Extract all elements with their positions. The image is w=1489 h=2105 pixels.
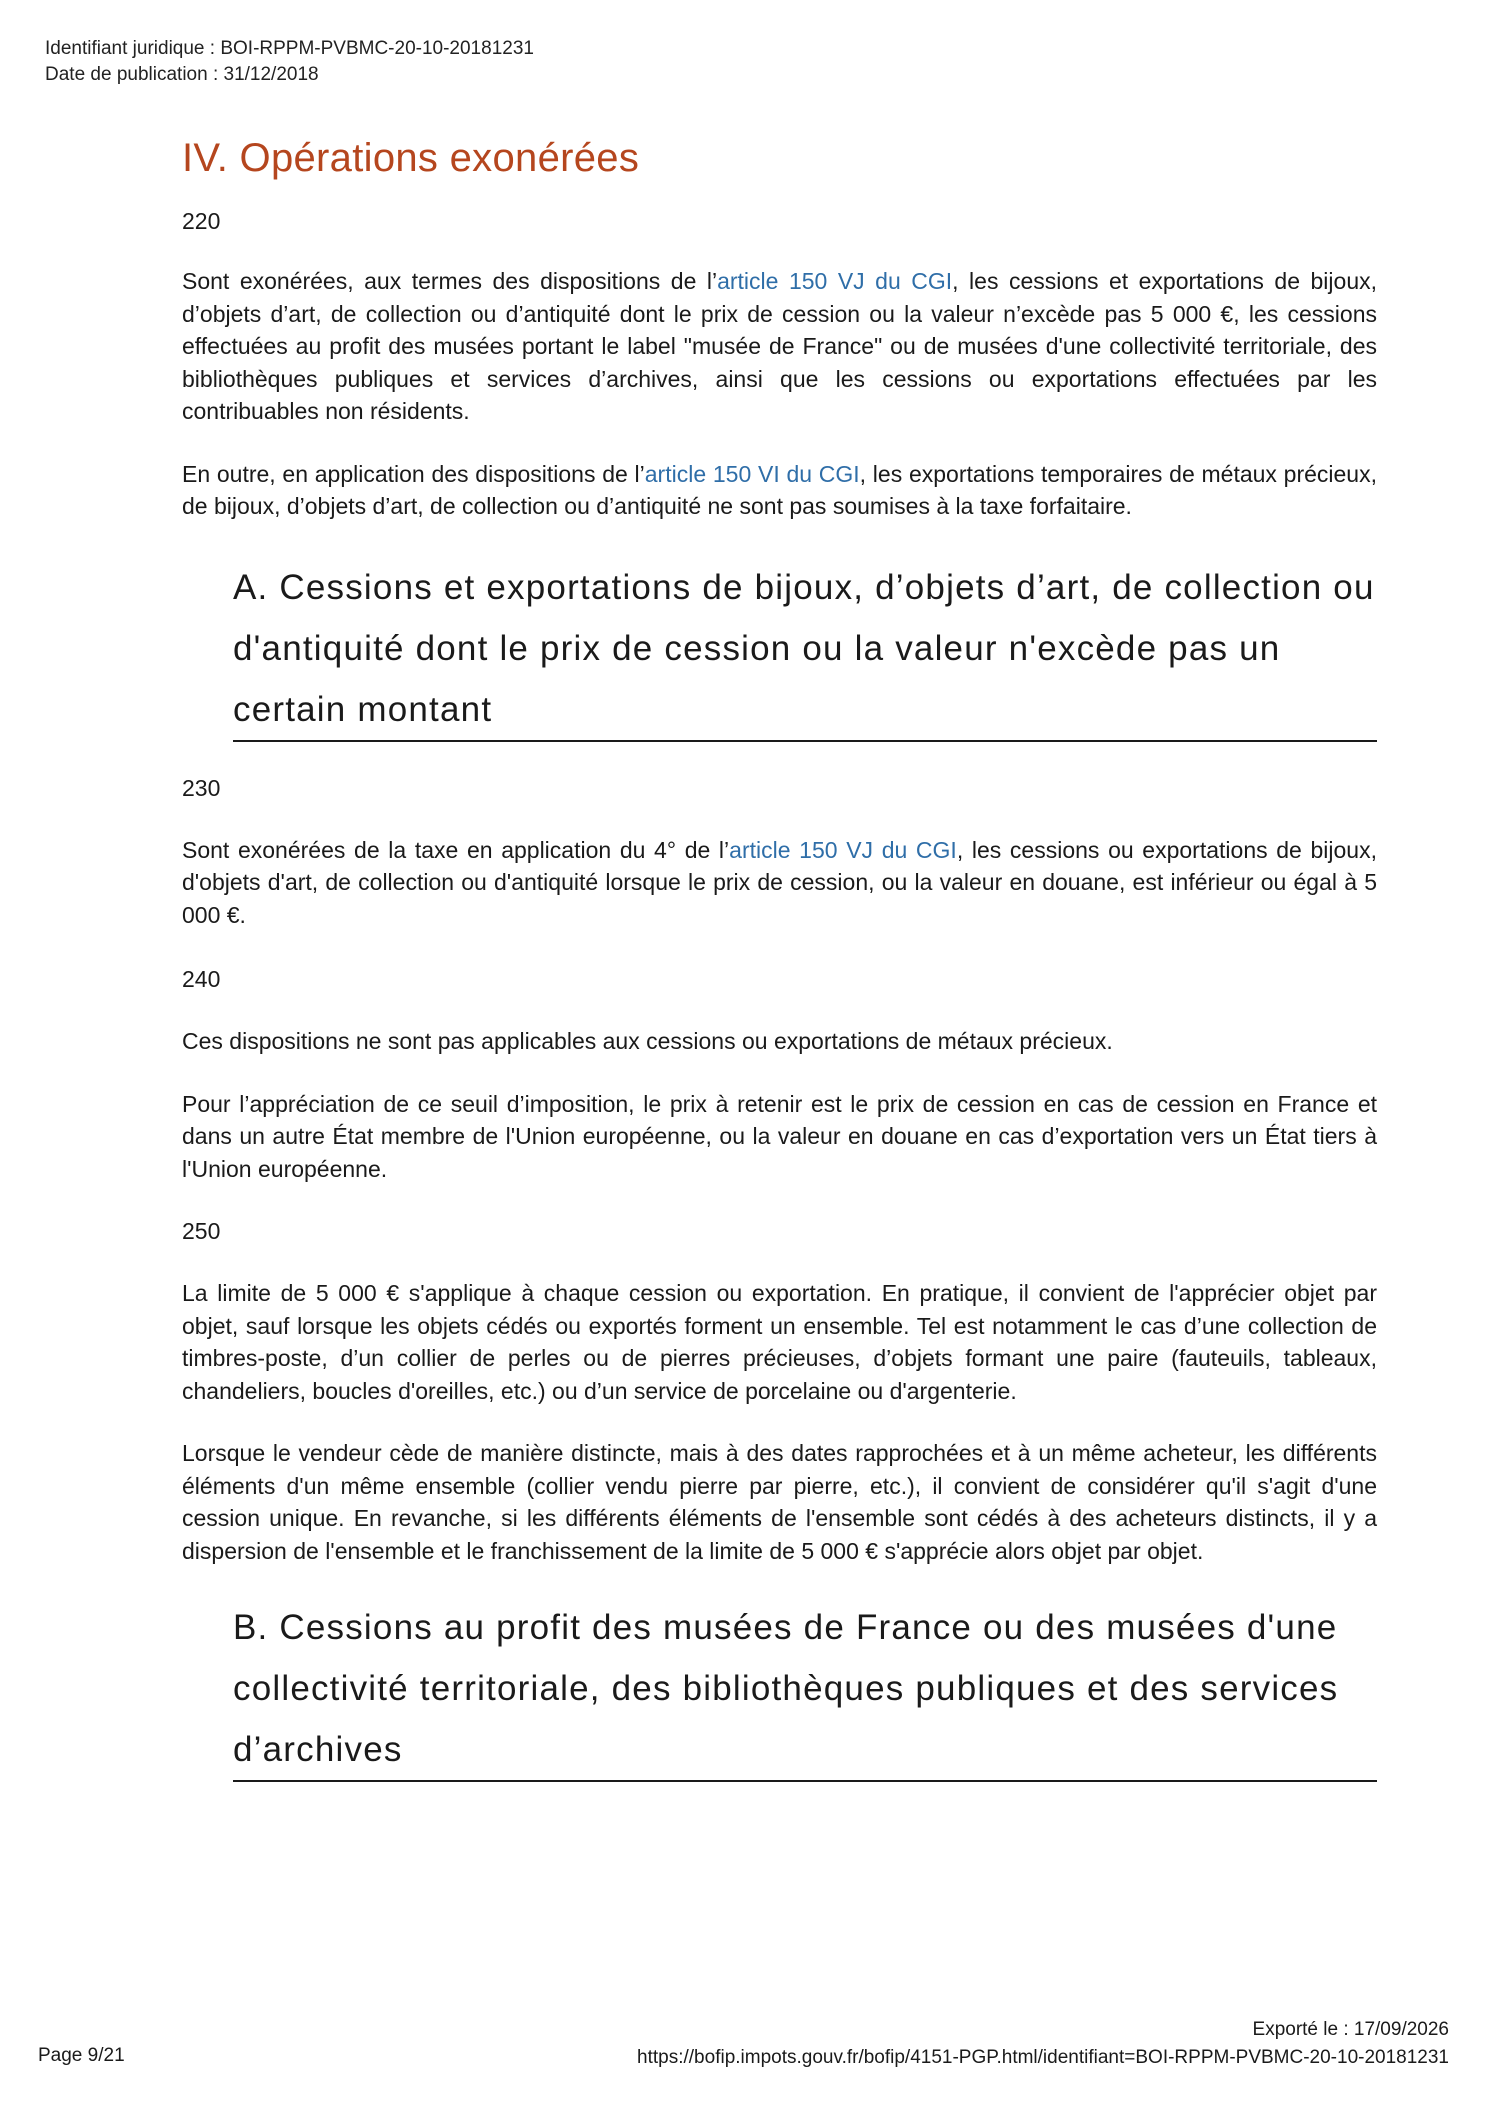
- paragraph-number-240: 240: [182, 966, 221, 992]
- paragraph-220-text-1: Sont exonérées, aux termes des dispositions de l’article 150 VJ du CGI, les cessions et exportations de bijoux, d’objets d’art, de collection ou d’antiquité dont le prix de cession ou la valeur n’excède pas 5 000 €, les cessions effectuées au profit des musées portant le label "musée de France" ou de musées d'une collectivité territoriale, des bibliothèques publiques et services d’archives, ainsi que les cessions ou exportations effectuées par les contribuables non résidents.: [182, 268, 1378, 424]
- paragraph-240-text-2: Pour l’appréciation de ce seuil d’imposition, le prix à retenir est le prix de cession en cas de cession en France et dans un autre État membre de l'Union européenne, ou la valeur en douane en cas d’exportation vers un État tiers à l'Union européenne.: [182, 1090, 1377, 1182]
- paragraph-250-text-1: La limite de 5 000 € s'applique à chaque cession ou exportation. En pratique, il convient de l'apprécier objet par objet, sauf lorsque les objets cédés ou exportés forment un ensemble. Tel est notamment le cas d’une collection de timbres-poste, d’un collier de perles ou de pierres précieuses, d’objets formant une paire (fauteuils, tableaux, chandeliers, boucles d'oreilles, etc.) ou d’un service de porcelaine ou d'argenterie.: [182, 1280, 1377, 1404]
- document-footer: [637, 2016, 1449, 2072]
- document-body: [182, 128, 1377, 1782]
- link-article-150-vj-2[interactable]: article 150 VJ du CGI: [729, 836, 957, 863]
- paragraph-number-250: 250: [182, 1218, 221, 1244]
- legal-identifier: Identifiant juridique : BOI-RPPM-PVBMC-20-10-20181231: [45, 38, 534, 59]
- export-date: Exporté le : 17/09/2026: [1252, 2019, 1449, 2040]
- paragraph-220-text-2: En outre, en application des dispositions de l’article 150 VI du CGI, les exportations temporaires de métaux précieux, de bijoux, d’objets d’art, de collection ou d’antiquité ne sont pas soumises à la taxe forfaitaire.: [182, 460, 1377, 519]
- paragraph-230-text: Sont exonérées de la taxe en application du 4° de l’article 150 VJ du CGI, les cessions ou exportations de bijoux, d'objets d'art, de collection ou d'antiquité lorsque le prix de cession, ou la valeur en douane, est inférieur ou égal à 5 000 €.: [182, 836, 1377, 928]
- document-header: [45, 36, 534, 88]
- subsection-b-title: B. Cessions au profit des musées de France ou des musées d'une collectivité territoriale, des bibliothèques publiques et des services d’archives: [233, 1608, 1339, 1769]
- paragraph-250-text-2: Lorsque le vendeur cède de manière distincte, mais à des dates rapprochées et à un même acheteur, les différents éléments d'un même ensemble (collier vendu pierre par pierre, etc.), il convient de considérer qu'il s'agit d'une cession unique. En revanche, si les différents éléments de l'ensemble sont cédés à des acheteurs distincts, il y a dispersion de l'ensemble et le franchissement de la limite de 5 000 € s'apprécie alors objet par objet.: [182, 1440, 1377, 1564]
- link-article-150-vj[interactable]: article 150 VJ du CGI: [717, 268, 953, 294]
- subsection-a-title: A. Cessions et exportations de bijoux, d’objets d’art, de collection ou d'antiquité dont le prix de cession ou la valeur n'excède pas un certain montant: [233, 567, 1375, 729]
- publication-date: Date de publication : 31/12/2018: [45, 64, 319, 85]
- link-article-150-vi[interactable]: article 150 VI du CGI: [644, 460, 860, 487]
- subsection-b-heading: [233, 1597, 1377, 1782]
- paragraph-number-220: 220: [182, 208, 221, 234]
- source-url[interactable]: https://bofip.impots.gouv.fr/bofip/4151-PGP.html/identifiant=BOI-RPPM-PVBMC-20-10-20181231: [637, 2047, 1449, 2068]
- subsection-a-heading: [233, 557, 1377, 742]
- paragraph-240-text-1: Ces dispositions ne sont pas applicables aux cessions ou exportations de métaux précieux.: [182, 1028, 1113, 1054]
- page-number: Page 9/21: [38, 2045, 125, 2066]
- paragraph-number-230: 230: [182, 774, 221, 801]
- section-title: IV. Opérations exonérées: [182, 136, 640, 180]
